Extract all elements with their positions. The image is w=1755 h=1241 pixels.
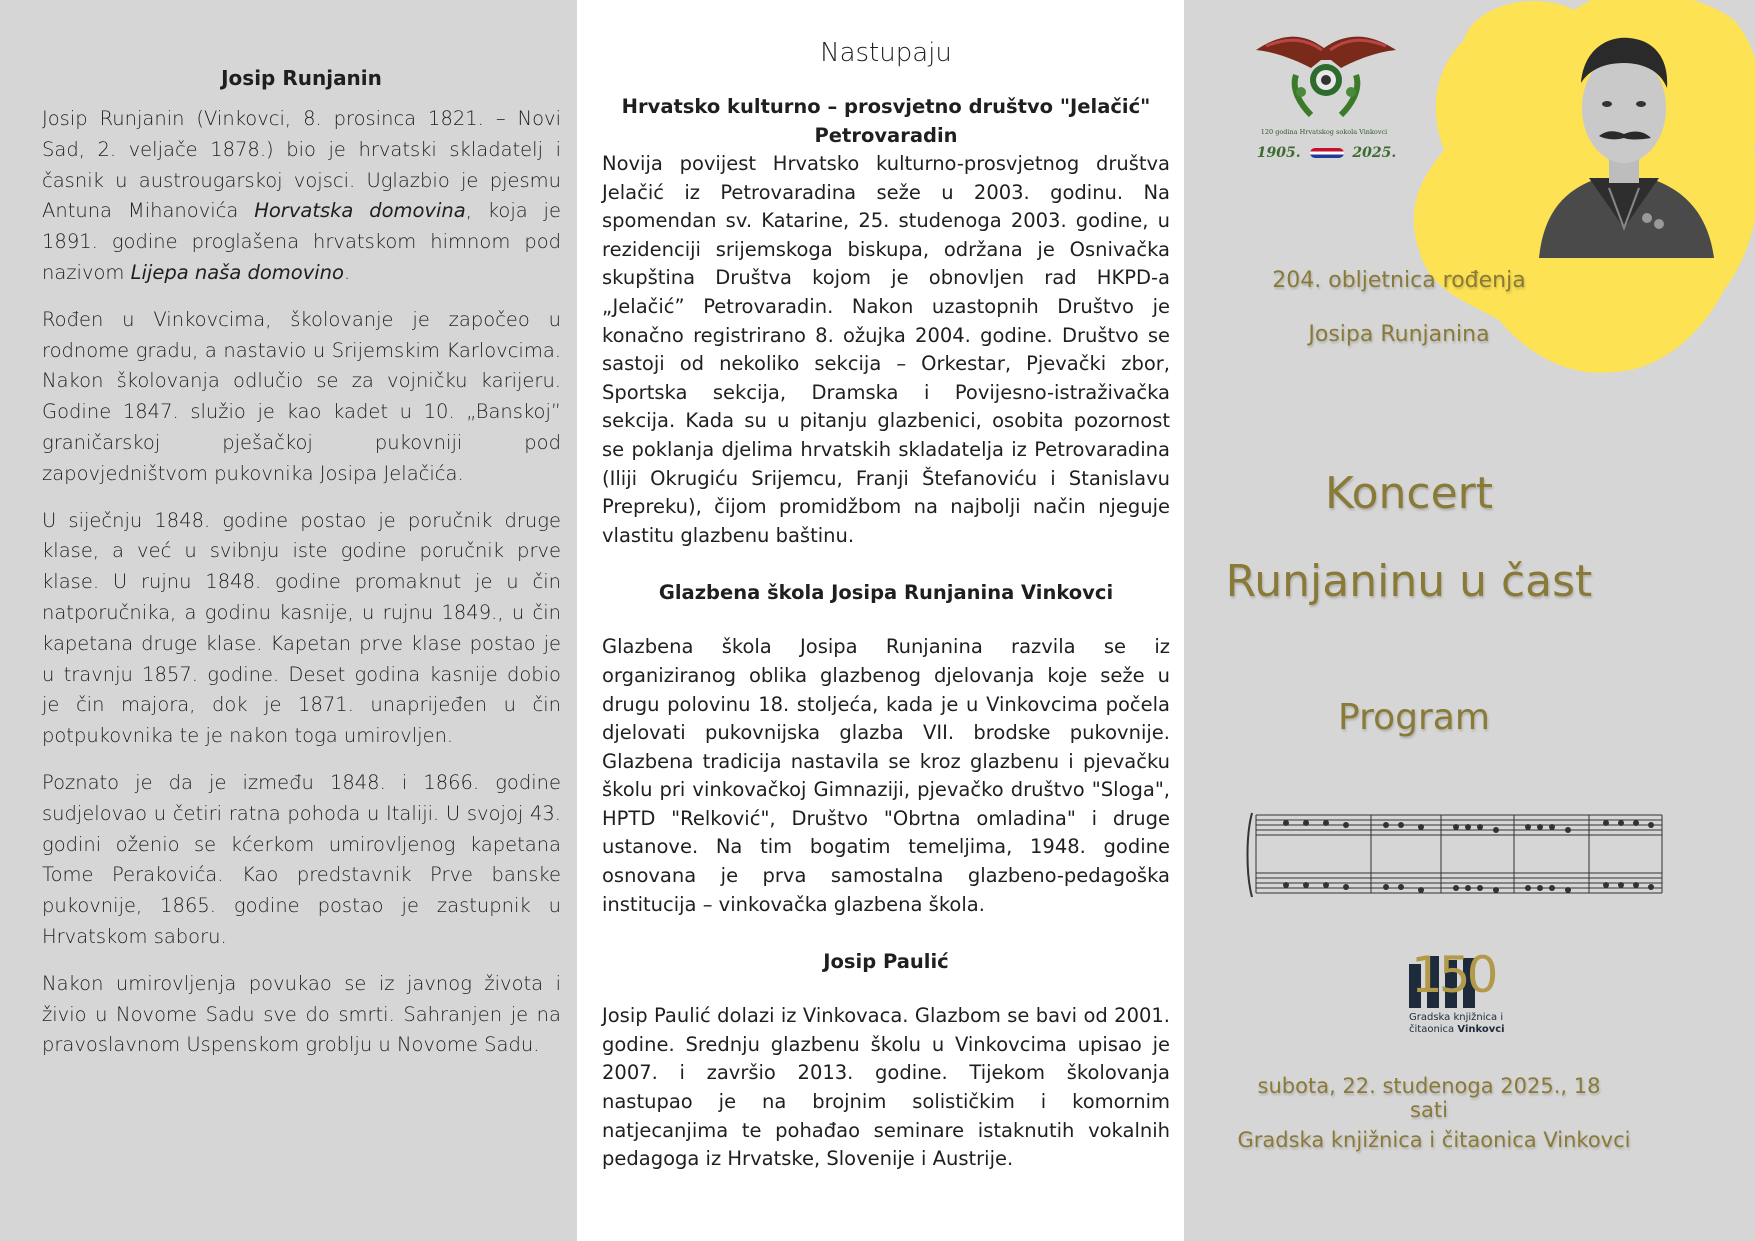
biography-paragraph-2: Rođen u Vinkovcima, školovanje je započeo u rodnome gradu, a nastavio u Srijemskim Karlovcima. Nakon školovanja odlučio se za vojničku karijeru. Godine 1847. služio je kao kadet u 10. „Banskoj” graničarskoj pješačkoj pukovniji pod zapovjedništvom pukovnika Josipa Jelačića. xyxy=(42,307,561,485)
left-panel xyxy=(0,0,577,1241)
library-150-logo xyxy=(1409,946,1519,1042)
biography-paragraph-5: Nakon umirovljenja povukao se iz javnog života i živio u Novome Sadu sve do smrti. Sahranjen je na pravoslavnom Uspenskom groblju u Novome Sadu. xyxy=(42,971,561,1057)
sokol-logo-caption: 120 godina Hrvatskog sokola Vinkovci xyxy=(1260,128,1388,136)
concert-title-line-1: Koncert xyxy=(1324,468,1494,519)
performer-1-heading: Hrvatsko kulturno – prosvjetno društvo "Jelačić" Petrovaradin xyxy=(621,95,1151,147)
anniversary-line-2: Josipa Runjanina xyxy=(1308,322,1490,347)
library-logo-text: Gradska knjižnica i čitaonica Vinkovci xyxy=(1409,1012,1505,1035)
performer-3-text: Josip Paulić dolazi iz Vinkovaca. Glazbom se bavi od 2001. godine. Srednju glazbenu školu u Vinkovcima upisao je 2007. i završio 2013. godine. Tijekom školovanja nastupao je na brojnim solističkim i komornim natjecanjima te pohađao seminare istaknutih vokalnih pedagoga iz Hrvatske, Slovenije i Austrije. xyxy=(602,1004,1170,1171)
event-venue: Gradska knjižnica i čitaonica Vinkovci xyxy=(1237,1128,1631,1152)
sokol-logo-years: 1905. 2025. xyxy=(1256,145,1397,161)
performers-title: Nastupaju xyxy=(820,38,952,68)
biography-paragraph-3: U siječnju 1848. godine postao je poručnik druge klase, a već u svibnju iste godine poručnik prve klase. U rujnu 1848. godine promaknut je u čin natporučnika, a godinu kasnije, u rujnu 1849., u čin kapetana druge klase. Kapetan prve klase postao je u travnju 1857. godine. Deset godina kasnije dobio je čin majora, dok je 1871. unaprijeđen u čin potpukovnika te je nakon toga umirovljen. xyxy=(42,508,561,748)
runjanin-portrait xyxy=(1529,28,1719,258)
event-date: subota, 22. studenoga 2025., 18 sati xyxy=(1257,1074,1601,1122)
biography-paragraph-1: Josip Runjanin (Vinkovci, 8. prosinca 1821. – Novi Sad, 2. veljače 1878.) bio je hrvatski skladatelj i časnik u austrougarskoj vojsci. Uglazbio je pjesmu Antuna Mihanovića Horvatska domovina, koja je 1891. godine proglašena hrvatskom himnom pod nazivom Lijepa naša domovino. xyxy=(42,107,561,284)
right-panel xyxy=(1184,0,1755,1241)
program-heading: Program xyxy=(1338,697,1490,738)
biography-paragraph-4: Poznato je da je između 1848. i 1866. godine sudjelovao u četiri ratna pohoda u Italiji. U svojoj 43. godini oženio se kćerkom umirovljenog kapetana Tome Perakovića. Kao predstavnik Prve banske pukovnije, 1865. godine postao je zastupnik u Hrvatskom saboru. xyxy=(42,770,561,948)
anniversary-line-1: 204. obljetnica rođenja xyxy=(1272,268,1526,293)
performer-2-text: Glazbena škola Josipa Runjanina razvila se iz organiziranog oblika glazbenog djelovanja koje seže u drugu polovinu 18. stoljeća, kada je u Vinkovcima počela djelovati pukovnijska glazba VII. brodske pukovnije. Glazbena tradicija nastavila se kroz glazbenu i pjevačku školu pri vinkovačkoj Gimnaziji, pjevačko društvo "Sloga", HPTD "Relković", Društvo "Obrtna omladina" i druge ustanove. Na tim bogatim temeljima, 1948. godine osnovana je prva samostalna glazbeno-pedagoška institucija – vinkovačka glazbena škola. xyxy=(602,635,1170,916)
concert-title-line-2: Runjaninu u čast xyxy=(1225,556,1593,607)
middle-panel xyxy=(577,0,1184,1241)
library-logo-number: 150 xyxy=(1411,946,1495,1004)
performer-3-heading: Josip Paulić xyxy=(823,950,949,974)
sheet-music-excerpt xyxy=(1246,805,1666,905)
croatian-flag-wave-icon xyxy=(1310,148,1344,158)
performer-1-text: Novija povijest Hrvatsko kulturno-prosvjetnog društva Jelačić iz Petrovaradina seže u 2003. godinu. Na spomendan sv. Katarine, 25. studenoga 2003. godine, u rezidenciji srijemskoga biskupa, održana je Osnivačka skupština Društva kojom je obnovljen rad HKPD-a „Jelačić” Petrovaradin. Nakon uzastopnih Društvo je konačno registrirano 8. ožujka 2004. godine. Društvo se sastoji od nekoliko sekcija – Orkestar, Pjevački zbor, Sportska sekcija, Dramska i Povijesno-istraživačka sekcija. Kada su u pitanju glazbenici, osobita pozornost se poklanja djelima hrvatskih skladatelja iz Petrovaradina (Iliji Okrugiću Srijemcu, Franji Štefanoviću i Stanislavu Prepreku), čijom promidžbom na najbolji način njeguje vlastitu glazbenu baštinu. xyxy=(602,152,1170,547)
biography-title: Josip Runjanin xyxy=(221,66,382,90)
sokol-eagle-logo xyxy=(1246,20,1406,120)
performer-2-heading: Glazbena škola Josipa Runjanina Vinkovci xyxy=(658,581,1114,605)
